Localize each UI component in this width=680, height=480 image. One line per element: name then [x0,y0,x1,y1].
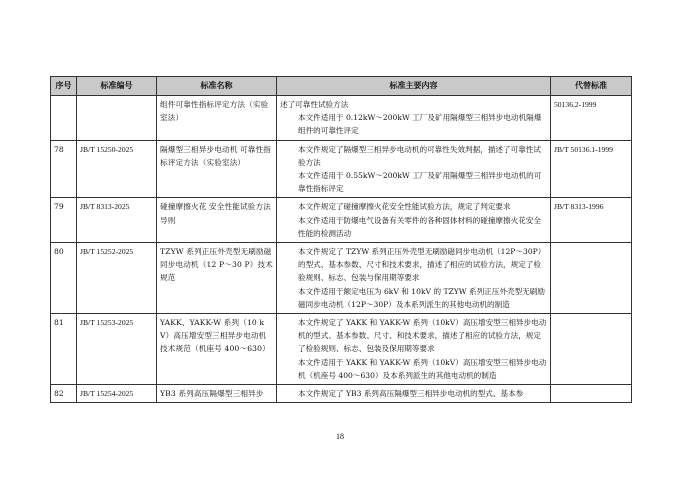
header-replaces: 代替标准 [551,77,632,96]
row-number-cell [51,96,77,141]
content-paragraph: 本文件规定了碰撞摩擦火花安全性能试验方法，规定了判定要求 [298,202,511,212]
standard-code-cell [77,96,157,141]
replaces-standard-cell [551,243,632,314]
table-row [51,385,632,403]
header-no: 序号 [51,77,77,96]
content-paragraph: 本文件适用于 YAKK 和 YAKK-W 系列（10kV）高压增安型三相异步电动机（机座号 400～630）及本系列派生的其他电动机的制造 [298,357,547,380]
standard-code-cell: JB/T 15253-2025 [77,314,157,385]
standard-content-cell [277,314,551,385]
content-paragraph: 述了可靠性试验方法 [280,100,349,109]
table-row [51,198,632,243]
content-paragraph: 本文件适用于 0.55kW～200kW 工厂及矿用隔爆型三相异步电动机的可靠性指标评定 [298,171,542,194]
content-paragraph: 本文件规定了 YAKK 和 YAKK-W 系列（10kV）高压增安型三相异步电动机的型式、基本参数、尺寸、和技术要求，描述了相应的试验方法，规定了检验规则、标志、包装及保用期等要求 [298,318,547,354]
page-number: 18 [336,432,344,441]
standard-content-cell [277,385,551,403]
content-paragraph: 本文件规定了 YB3 系列高压隔爆型三相异步电动机的型式、基本参 [298,389,524,399]
row-number-cell: 80 [51,243,77,314]
row-number-cell: 81 [51,314,77,385]
row-number-cell: 79 [51,198,77,243]
standard-content-cell [277,198,551,243]
standard-name-cell: 隔爆型三相异步电动机 可靠性指标评定方法（实验室法） [157,140,277,198]
row-number-cell: 78 [51,140,77,198]
content-paragraph: 本文件适用于防爆电气设备有关零件的各种固体材料的碰撞摩擦火花安全性能的检测活动 [298,215,541,238]
table-header-row [51,77,632,96]
replaces-standard-cell [551,314,632,385]
standard-code-cell: JB/T 15254-2025 [77,385,157,403]
standard-name-cell: YAKK、YAKK-W 系列（10 kV）高压增安型三相异步电动机技术规范（机座号 400～630） [157,314,277,385]
header-content: 标准主要内容 [277,77,551,96]
standard-code-cell: JB/T 15250-2025 [77,140,157,198]
replaces-standard-cell [551,385,632,403]
table-row [51,314,632,385]
header-name: 标准名称 [157,77,277,96]
standard-code-cell: JB/T 8313-2025 [77,198,157,243]
row-number-cell: 82 [51,385,77,403]
table-row [51,96,632,141]
standard-name-cell: 碰撞摩擦火花 安全性能试验方法导则 [157,198,277,243]
table-row [51,243,632,314]
replaces-standard-cell: JB/T 50136.1-1999 [551,140,632,198]
replaces-standard-cell: 50136.2-1999 [551,96,632,141]
standard-name-cell: 组件可靠性指标评定方法（实验室法） [157,96,277,141]
header-code: 标准编号 [77,77,157,96]
content-paragraph: 本文件规定了 TZYW 系列正压外壳型无刷励磁同步电动机（12P～30P）的型式、基本参数、尺寸和技术要求，描述了相应的试验方法，规定了检验规则、标志、包装与保用期等要求 [298,247,546,283]
table-body [51,96,632,403]
standard-name-cell: TZYW 系列正压外壳型无刷励磁同步电动机（12 P～30 P）技术规范 [157,243,277,314]
standards-table [50,76,632,403]
replaces-standard-cell: JB/T 8313-1996 [551,198,632,243]
standard-content-cell [277,140,551,198]
table-row [51,140,632,198]
standard-content-cell [277,243,551,314]
standard-content-cell [277,96,551,141]
standard-code-cell: JB/T 15252-2025 [77,243,157,314]
standard-name-cell: YB3 系列高压隔爆型三相异步 [157,385,277,403]
content-paragraph: 本文件适用于额定电压为 6kV 和 10kV 的 TZYW 系列正压外壳型无刷励磁同步电动机（12P～30P）及本系列派生的其他电动机的制造 [298,286,545,309]
content-paragraph: 本文件适用于 0.12kW～200kW 工厂及矿用隔爆型三相异步电动机隔爆组件的可靠性评定 [298,113,542,136]
content-paragraph: 本文件规定了隔爆型三相异步电动机的可靠性失效判据，描述了可靠性试验方法 [298,144,541,167]
